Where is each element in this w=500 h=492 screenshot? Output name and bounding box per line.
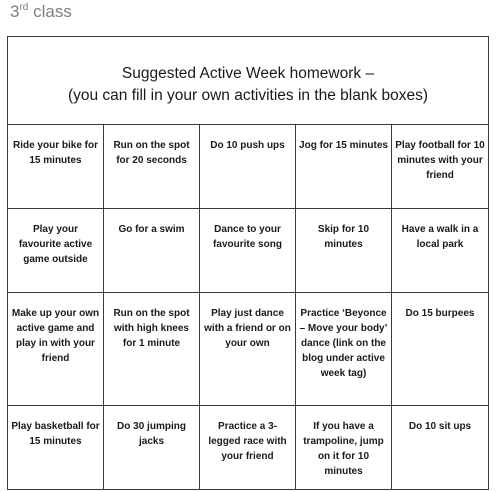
class-word: class (33, 2, 72, 21)
activity-cell: Play basketball for 15 minutes (8, 406, 104, 489)
title-line-2: (you can fill in your own activities in the blank boxes) (67, 87, 429, 104)
activity-cell: Have a walk in a local park (392, 209, 488, 293)
class-label (10, 1, 72, 23)
class-suffix: rd (19, 2, 29, 13)
activity-cell: Jog for 15 minutes (296, 125, 392, 209)
title-line-1: Suggested Active Week homework – (121, 65, 375, 82)
activity-cell: Practice a 3-legged race with your friend (200, 406, 296, 489)
activity-cell: Play football for 10 minutes with your friend (392, 125, 488, 209)
activity-cell: Do 10 sit ups (408, 421, 472, 432)
activity-cell: If you have a trampoline, jump on it for 10 minutes (296, 406, 392, 489)
activity-cell: Go for a swim (104, 209, 200, 293)
activity-cell: Practice ‘Beyonce – Move your body’ dance (link on the blog under active week tag) (296, 293, 392, 406)
title-box (8, 37, 488, 125)
activity-cell: Ride your bike for 15 minutes (8, 125, 104, 209)
activity-cell: Skip for 10 minutes (296, 209, 392, 293)
activity-cell: Run on the spot for 20 seconds (104, 125, 200, 209)
activity-cell: Run on the spot with high knees for 1 minute (104, 293, 200, 406)
activity-grid (8, 125, 488, 489)
activity-cell: Do 10 push ups (200, 125, 296, 209)
class-number: 3 (10, 2, 20, 21)
activity-cell: Do 15 burpees (392, 293, 488, 406)
activity-cell: Play just dance with a friend or on your own (200, 293, 296, 406)
activity-cell: Dance to your favourite song (200, 209, 296, 293)
activity-sheet (7, 36, 489, 490)
activity-cell: Make up your own active game and play in with your friend (8, 293, 104, 406)
activity-cell: Do 30 jumping jacks (104, 406, 200, 489)
activity-cell: Play your favourite active game outside (8, 209, 104, 293)
